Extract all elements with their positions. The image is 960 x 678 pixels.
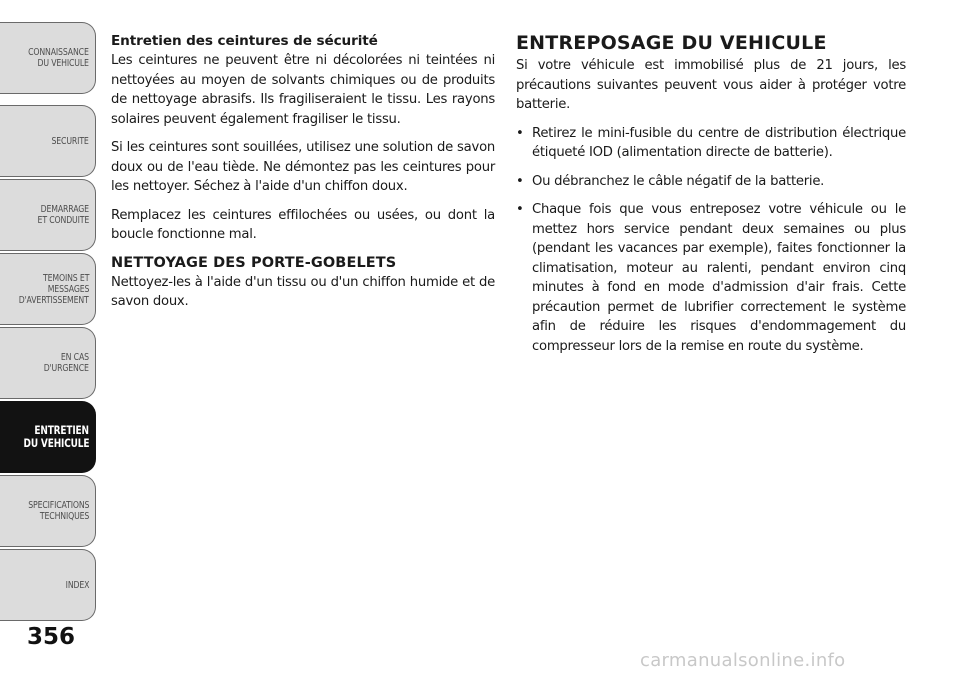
tab-label-line: DU VEHICULE <box>23 436 89 450</box>
tab-label-line: TECHNIQUES <box>39 511 89 522</box>
tab-label-line: D'URGENCE <box>43 363 89 374</box>
tab-connaissance-du-vehicule[interactable] <box>0 22 96 94</box>
tab-demarrage-et-conduite[interactable] <box>0 179 96 251</box>
tab-en-cas-d-urgence[interactable] <box>0 327 96 399</box>
tab-label-line: ET CONDUITE <box>37 215 89 226</box>
tab-label-line: CONNAISSANCE <box>28 47 89 58</box>
tab-temoins-et-messages[interactable] <box>0 253 96 325</box>
page-number: 356 <box>27 624 76 650</box>
vehicle-storage-heading: ENTREPOSAGE DU VEHICULE <box>516 32 827 54</box>
bullet-icon: • <box>516 202 524 217</box>
watermark: carmanualsonline.info <box>640 650 846 671</box>
paragraph: Si les ceintures sont souillées, utilisez une solution de savon doux ou de l'eau tiède. Ne démontez pas les ceintures pour les nettoyer. Séchez à l'aide d'un chiffon doux. <box>111 140 495 194</box>
paragraph: Remplacez les ceintures effilochées ou usées, ou dont la boucle fonctionne mal. <box>111 207 495 242</box>
tab-entretien-du-vehicule[interactable] <box>0 401 96 473</box>
cupholder-cleaning-heading: NETTOYAGE DES PORTE-GOBELETS <box>111 254 397 271</box>
tab-label-line: D'AVERTISSEMENT <box>19 294 89 306</box>
paragraph: Nettoyez-les à l'aide d'un tissu ou d'un chiffon humide et de savon doux. <box>111 274 495 309</box>
tab-label-line: SECURITE <box>51 135 89 147</box>
list-item-text: Chaque fois que vous entreposez votre véhicule ou le mettez hors service pendant deux semaines ou plus (pendant les vacances par exemple), faites fonctionner la climatisation, moteur au ralenti, pendant environ cinq minutes à fond en mode d'admission d'air frais. Cette précaution permet de lubrifier correctement le système afin de réduire les risques d'endommagement du compresseur lors de la remise en route du système. <box>532 202 906 354</box>
right-column <box>516 32 906 365</box>
seatbelt-care-subheading: Entretien des ceintures de sécurité <box>111 33 378 49</box>
list-item-text: Retirez le mini-fusible du centre de distribution électrique étiqueté IOD (alimentation directe de batterie). <box>532 125 906 160</box>
tab-label-line: EN CAS <box>60 352 89 363</box>
list-item <box>516 172 906 192</box>
list-item-text: Ou débranchez le câble négatif de la batterie. <box>532 173 825 189</box>
storage-bullet-list <box>516 124 906 357</box>
tab-label-line: SPECIFICATIONS <box>27 500 89 511</box>
tab-label-line: TEMOINS ET <box>42 272 89 284</box>
bullet-icon: • <box>516 173 524 189</box>
tab-label-line: ENTRETIEN <box>34 423 89 437</box>
list-item <box>516 124 906 163</box>
paragraph: Si votre véhicule est immobilisé plus de 21 jours, les précautions suivantes peuvent vous aider à protéger votre batterie. <box>516 58 906 112</box>
left-column <box>111 32 495 321</box>
paragraph: Les ceintures ne peuvent être ni décolorées ni teintées ni nettoyées au moyen de solvants chimiques ou de produits de nettoyage abrasifs. Ils fragiliseraient le tissu. Les rayons solaires peuvent également fragiliser le tissu. <box>111 53 495 127</box>
list-item <box>516 200 906 356</box>
bullet-icon: • <box>516 125 524 141</box>
tab-specifications-techniques[interactable] <box>0 475 96 547</box>
tab-index[interactable] <box>0 549 96 621</box>
tab-securite[interactable] <box>0 105 96 177</box>
tab-label-line: INDEX <box>65 579 89 591</box>
tab-label-line: DEMARRAGE <box>40 204 89 215</box>
tab-label-line: DU VEHICULE <box>37 58 89 69</box>
tab-label-line: MESSAGES <box>47 283 89 295</box>
